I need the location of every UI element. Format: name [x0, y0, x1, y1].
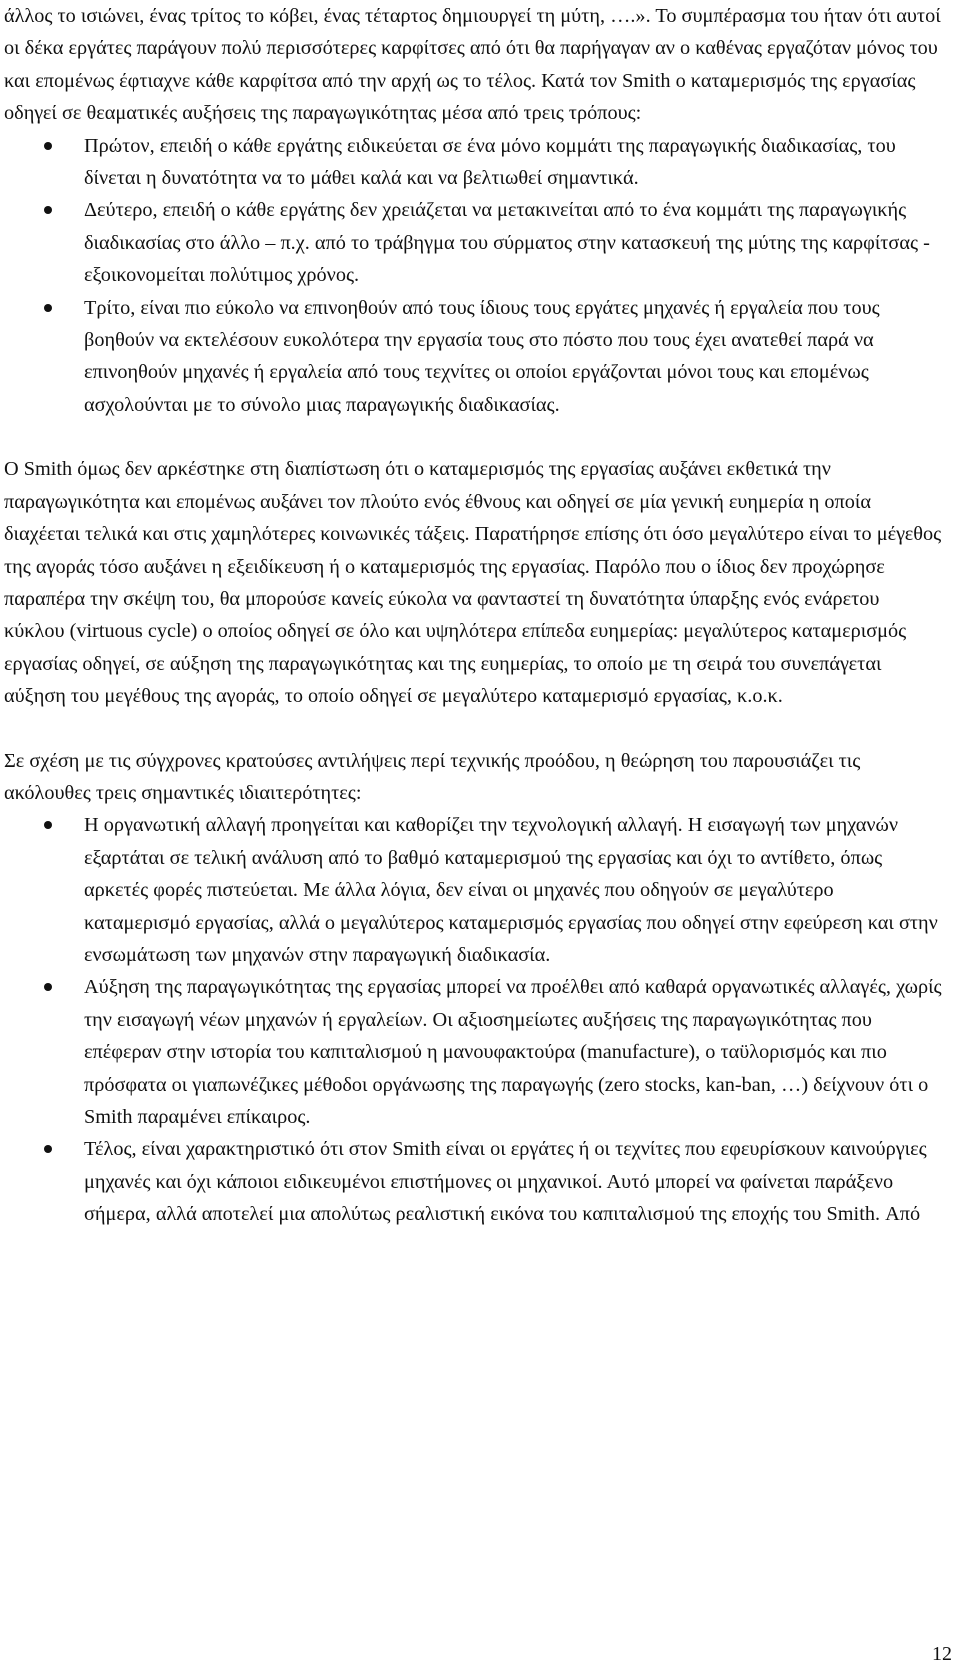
list-item — [4, 971, 942, 1133]
paragraph-spacer — [4, 421, 942, 453]
list-item-text: Η οργανωτική αλλαγή προηγείται και καθορίζει την τεχνολογική αλλαγή. Η εισαγωγή των μηχανών εξαρτάται σε τελική ανάλυση από το βαθμό καταμερισμού της εργασίας και όχι το αντίθετο, όπως αρκετές φορές πιστεύεται. Με άλλα λόγια, δεν είναι οι μηχανές που οδηγούν σε μεγαλύτερο καταμερισμό εργασίας, αλλά ο μεγαλύτερος καταμερισμός εργασίας που οδηγεί στην εφεύρεση και στην ενσωμάτωση των μηχανών στην παραγωγική διαδικασία. — [84, 814, 938, 966]
list-item — [4, 292, 942, 422]
list-item — [4, 194, 942, 291]
page-body — [4, 0, 942, 1231]
bullet-icon — [44, 821, 52, 829]
list-item-text: Τρίτο, είναι πιο εύκολο να επινοηθούν από τους ίδιους τους εργάτες μηχανές ή εργαλεία που τους βοηθούν να εκτελέσουν ευκολότερα την εργασία τους στο πόστο που τους έχει ανατεθεί παρά να επινοηθούν μηχανές ή εργαλεία από τους τεχνίτες οι οποίοι εργάζονται μόνοι τους και επομένως ασχολούνται με το σύνολο μιας παραγωγικής διαδικασίας. — [84, 296, 880, 416]
paragraph-intro: άλλος το ισιώνει, ένας τρίτος το κόβει, ένας τέταρτος δημιουργεί τη μύτη, ….». Το συμπέρασμα του ήταν ότι αυτοί οι δέκα εργάτες παράγουν πολύ περισσότερες καρφίτσες από ότι θα παρήγαγαν αν ο καθένας εργαζόταν μόνος του και επομένως έφτιαχνε κάθε καρφίτσα από την αρχή ως το τέλος. Κατά τον Smith ο καταμερισμός της εργασίας οδηγεί σε θεαματικές αυξήσεις της παραγωγικότητας μέσα από τρεις τρόπους: — [4, 5, 941, 125]
bullet-icon — [44, 1145, 52, 1153]
bullet-list-particularities — [4, 809, 942, 1230]
list-item-text: Αύξηση της παραγωγικότητας της εργασίας μπορεί να προέλθει από καθαρά οργανωτικές αλλαγές, χωρίς την εισαγωγή νέων μηχανών ή εργαλείων. Οι αξιοσημείωτες αυξήσεις της παραγωγικότητας που επέφεραν στην ιστορία του καπιταλισμού η μανουφακτούρα (manufacture), ο ταϋλορισμός και πιο πρόσφατα οι γιαπωνέζικες μέθοδοι οργάνωσης της παραγωγής (zero stocks, kan-ban, …) δείχνουν ότι ο Smith παραμένει επίκαιρος. — [84, 976, 942, 1128]
bullet-icon — [44, 304, 52, 312]
list-item-text: Δεύτερο, επειδή ο κάθε εργάτης δεν χρειάζεται να μετακινείται από το ένα κομμάτι της παραγωγικής διαδικασίας στο άλλο – π.χ. από το τράβηγμα του σύρματος στην κατασκευή της μύτης της καρφίτσας - εξοικονομείται πολύτιμος χρόνος. — [84, 199, 930, 287]
paragraph-particularities-intro: Σε σχέση με τις σύγχρονες κρατούσες αντιλήψεις περί τεχνικής προόδου, η θεώρηση του παρουσιάζει τις ακόλουθες τρεις σημαντικές ιδιαιτερότητες: — [4, 749, 861, 804]
bullet-list-smith-reasons — [4, 130, 942, 422]
list-item — [4, 1133, 942, 1230]
page-number: 12 — [932, 1643, 952, 1665]
list-item-text: Τέλος, είναι χαρακτηριστικό ότι στον Smith είναι οι εργάτες ή οι τεχνίτες που εφευρίσκουν καινούργιες μηχανές και όχι κάποιοι ειδικευμένοι επιστήμονες οι μηχανικοί. Αυτό μπορεί να φαίνεται παράξενο σήμερα, αλλά αποτελεί μια απολύτως ρεαλιστική εικόνα του καπιταλισμού της εποχής του Smith. Από — [84, 1138, 927, 1226]
bullet-icon — [44, 142, 52, 150]
list-item — [4, 130, 942, 195]
bullet-icon — [44, 206, 52, 214]
list-item-text: Πρώτον, επειδή ο κάθε εργάτης ειδικεύεται σε ένα μόνο κομμάτι της παραγωγικής διαδικασίας, του δίνεται η δυνατότητα να το μάθει καλά και να βελτιωθεί σημαντικά. — [84, 134, 896, 190]
paragraph-virtuous-cycle: Ο Smith όμως δεν αρκέστηκε στη διαπίστωση ότι ο καταμερισμός της εργασίας αυξάνει εκθετικά την παραγωγικότητα και επομένως αυξάνει τον πλούτο ενός έθνους και οδηγεί σε μία γενική ευημερία η οποία διαχέεται τελικά και στις χαμηλότερες κοινωνικές τάξεις. Παρατήρησε επίσης ότι όσο μεγαλύτερο είναι το μέγεθος της αγοράς τόσο αυξάνει η εξειδίκευση ή ο καταμερισμός της εργασίας. Παρόλο που ο ίδιος δεν προχώρησε παραπέρα την σκέψη του, θα μπορούσε κανείς εύκολα να φανταστεί τη δυνατότητα ύπαρξης ενός ενάρετου κύκλου (virtuous cycle) ο οποίος οδηγεί σε όλο και υψηλότερα επίπεδα ευημερίας: μεγαλύτερος καταμερισμός εργασίας οδηγεί, σε αύξηση της παραγωγικότητας και της ευημερίας, το οποίο με τη σειρά του συνεπάγεται αύξηση του μεγέθους της αγοράς, το οποίο οδηγεί σε μεγαλύτερο καταμερισμό εργασίας, κ.ο.κ. — [4, 458, 942, 708]
bullet-icon — [44, 983, 52, 991]
paragraph-spacer — [4, 713, 942, 745]
list-item — [4, 809, 942, 971]
